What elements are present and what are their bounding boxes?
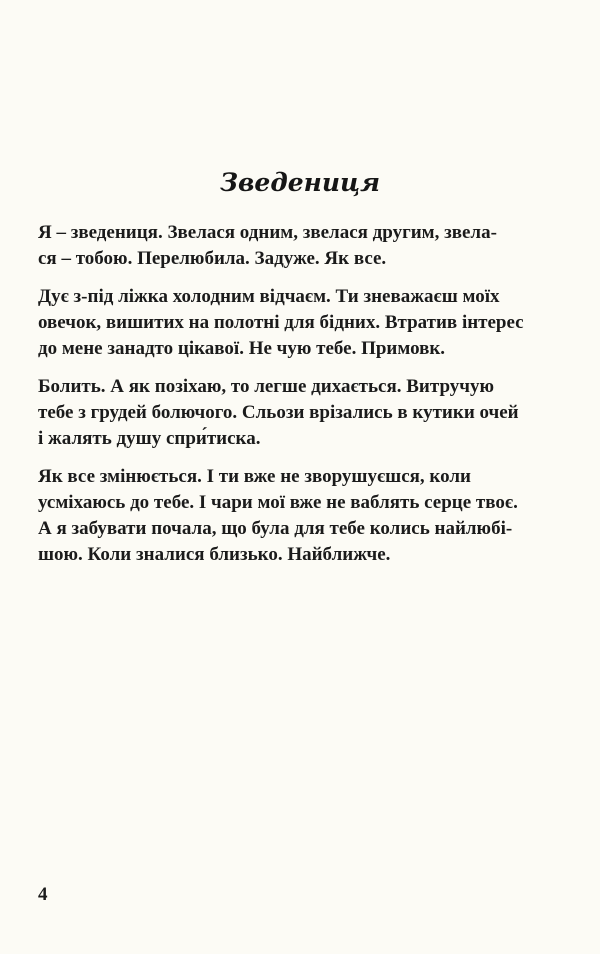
text-line: Як все змінюється. І ти вже не зворушуєшся, коли [38, 466, 471, 487]
paragraph-4 [38, 464, 562, 568]
text-line: А я забувати почала, що була для тебе колись найлюбі- [38, 518, 513, 539]
page-title: Зведениця [219, 168, 381, 197]
text-line: Я – зведениця. Звелася одним, звелася другим, звела- [38, 222, 497, 243]
text-line: овечок, вишитих на полотні для бідних. Втратив інтерес [38, 312, 524, 333]
body-text [38, 220, 562, 580]
text-line: усміхаюсь до тебе. І чари мої вже не ваблять серце твоє. [38, 492, 518, 513]
text-line: Дує з-під ліжка холодним відчаєм. Ти зневажаєш моїх [38, 286, 500, 307]
text-line: до мене занадто цікавої. Не чую тебе. Примовк. [38, 338, 446, 359]
paragraph-2 [38, 284, 562, 362]
text-line: Болить. А як позіхаю, то легше дихається. Витручую [38, 376, 494, 397]
text-line: шою. Коли зналися близько. Найближче. [38, 544, 391, 565]
text-line: і жалять душу спри́тиска. [38, 428, 261, 449]
page-number: 4 [38, 884, 48, 905]
paragraph-1 [38, 220, 562, 272]
text-line: ся – тобою. Перелюбила. Задуже. Як все. [38, 248, 387, 269]
text-line: тебе з грудей болючого. Сльози врізались в кутики очей [38, 402, 519, 423]
paragraph-3 [38, 374, 562, 452]
